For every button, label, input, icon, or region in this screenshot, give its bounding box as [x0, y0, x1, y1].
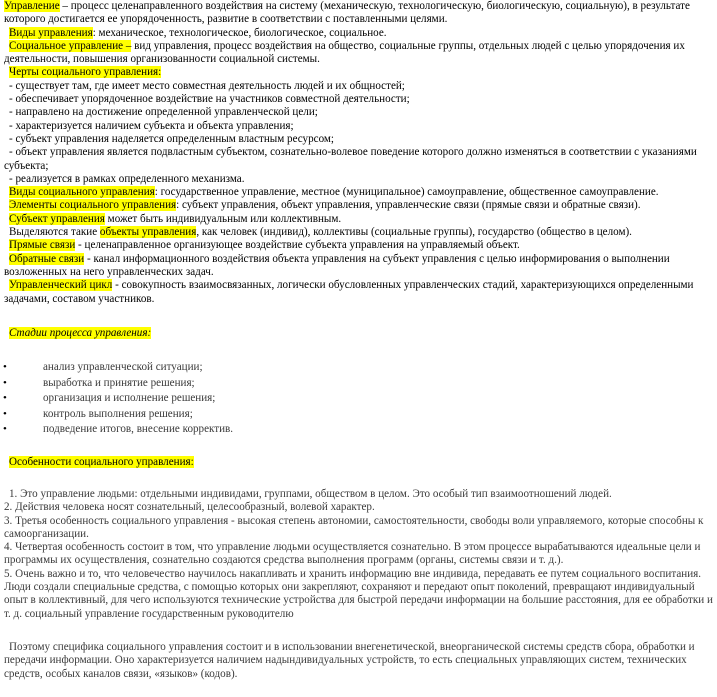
- feature-item: - существует там, где имеет место совместная деятельность людей и их общностей;: [9, 79, 405, 92]
- feature-item: - реализуется в рамках определенного механизма.: [9, 172, 245, 185]
- stages-heading: Стадии процесса управления:: [9, 327, 152, 339]
- feature-item: - направлено на достижение определенной управленческой цели;: [9, 106, 318, 119]
- bullet-icon: •: [3, 423, 7, 436]
- term-management: Управление: [4, 0, 60, 12]
- types-of-management: Виды управления: механическое, технологическое, биологическое, социальное.: [9, 26, 387, 39]
- feature-item: - объект управления является подвластным субъектом, сознательно-волевое поведение которого должно изменяться в соответствии с указаниями субъекта;: [4, 146, 697, 172]
- subject-of-management: Субъект управления может быть индивидуальным или коллективным.: [9, 212, 342, 225]
- direct-links: Прямые связи - целенаправленное организующее воздействие субъекта управления на управляемый объект.: [9, 239, 520, 252]
- feedback-links: Обратные связи - канал информационного воздействия объекта управления на субъект управления с целью информирования о выполнении возложенных на него управленческих задач.: [4, 252, 670, 278]
- definition-management: Управление – процесс целенаправленного воздействия на систему (механическую, технологическую, биологическую, социальную), в результате которого достигается ее упорядоченность, развитие в соответствии с поставленными целями.: [4, 0, 690, 26]
- list-item: • выработка и принятие решения;: [3, 376, 195, 389]
- specifics-item: 4. Четвертая особенность состоит в том, что управление людьми осуществляется сознательно. В этом процессе вырабатываются идеальные цели и программы их осуществления, сознательно создаются средства выполнения программ (органы, системы связи и т. д.).: [4, 541, 701, 567]
- stages-list: [0, 361, 709, 439]
- objects-of-management: Выделяются такие объекты управления, как человек (индивид), коллективы (социальные группы), государство (общество в целом).: [9, 226, 632, 239]
- management-cycle: Управленческий цикл - совокупность взаимосвязанных, логически обусловленных управленческих стадий, характеризующихся определенными задачами, составом участников.: [4, 279, 694, 305]
- features-social-heading: Особенности социального управления:: [9, 456, 194, 468]
- feature-item: - обеспечивает упорядоченное воздействие на участников совместной деятельности;: [9, 93, 410, 106]
- types-social-management: Виды социального управления: государственное управление, местное (муниципальное) самоуправление, общественное самоуправление.: [9, 186, 659, 199]
- specifics-list: [4, 488, 713, 621]
- list-item: • анализ управленческой ситуации;: [3, 361, 203, 373]
- bullet-icon: •: [3, 376, 7, 389]
- conclusion-paragraph: Поэтому специфика социального управления состоит и в использовании внегенетической, внеорганической системы средств сбора, обработки и передачи информации. Оно характеризуется наличием надындивидуальных устройств, то есть специальных управляющих систем, технических средств, особых каналов связи, «языков» (кодов).: [4, 641, 695, 680]
- specifics-item: 3. Третья особенность социального управления - высокая степень автономии, самостоятельности, свободы воли управляемого, которые способны к самоорганизации.: [4, 514, 704, 540]
- list-item: • контроль выполнения решения;: [3, 407, 193, 420]
- features-heading: Черты социального управления:: [9, 66, 162, 79]
- feature-item: - субъект управления наделяется определенным властным ресурсом;: [9, 132, 335, 145]
- elements-social-management: Элементы социального управления: субъект управления, объект управления, управленческие связи (прямые связи и обратные связи).: [9, 199, 641, 212]
- specifics-item: 5. Очень важно и то, что человечество научилось накапливать и хранить информацию вне индивида, передавать ее путем социального воспитания. Люди создали специальные средства, с помощью которых они закрепляют, сохраняют и передают опыт поколений, превращают индивидуальный опыт в коллективный, для чего используются технические устройства для быстрой передачи информации на большие расстояния, для ее обработки и т. д. социальный управление государственным руководителю: [4, 567, 713, 620]
- specifics-item: 1. Это управление людьми: отдельными индивидами, группами, обществом в целом. Это особый тип взаимоотношений людей.: [9, 488, 612, 500]
- feature-item: - характеризуется наличием субъекта и объекта управления;: [9, 119, 294, 132]
- bullet-icon: •: [3, 407, 7, 420]
- specifics-item: 2. Действия человека носят сознательный, целесообразный, волевой характер.: [4, 501, 375, 514]
- bullet-icon: •: [3, 392, 7, 405]
- list-item: • подведение итогов, внесение корректив.: [3, 423, 234, 436]
- list-item: • организация и исполнение решения;: [3, 392, 216, 405]
- definition-social-management: Социальное управление – вид управления, процесс воздействия на общество, социальные группы, отдельных людей с целью упорядочения их деятельности, повышения организованности социальной системы.: [4, 39, 685, 66]
- bullet-icon: •: [3, 361, 7, 373]
